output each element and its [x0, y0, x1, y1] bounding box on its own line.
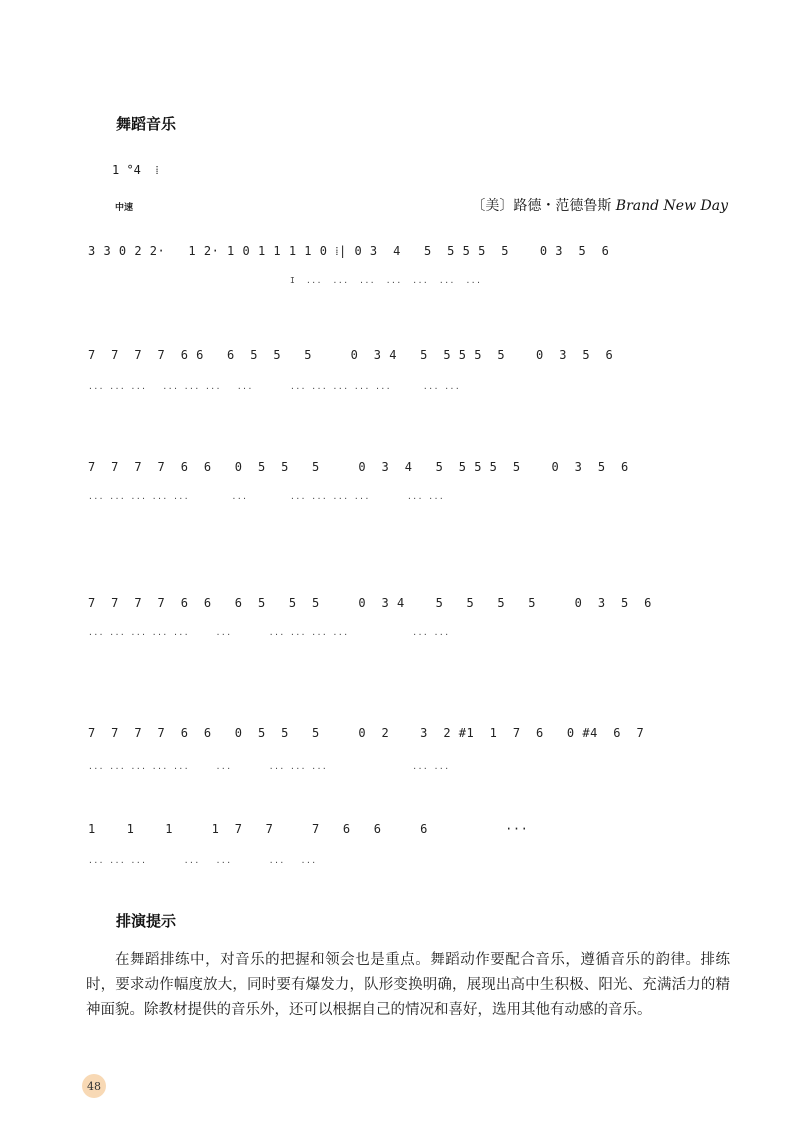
section-title-rehearsal-tips: 排演提示	[116, 912, 177, 930]
score-row-4-lyrics: ... ... ... ... ... ... ... ... ... ... ... ...	[88, 628, 450, 637]
score-row-5-lyrics: ... ... ... ... ... ... ... ... ... ... ...	[88, 762, 450, 771]
score-row-2-notes: 7 7 7 7 6 6 6 5 5 5 0 3 4 5 5 5 5 5 0 3 5 6	[88, 348, 614, 362]
score-row-6-lyrics: ... ... ... ... ... ... ...	[88, 856, 317, 865]
credit-composer: 〔美〕路德・范德鲁斯	[471, 198, 616, 214]
score-row-6-notes: 1 1 1 1 7 7 7 6 6 6 ···	[88, 822, 529, 836]
song-credit	[471, 195, 728, 215]
section-title-dance-music: 舞蹈音乐	[116, 115, 177, 133]
score-row-1-notes: 3 3 0 2 2· 1 2· 1 0 1 1 1 1 0 ⁞| 0 3 4 5 5 5 5 5 0 3 5 6	[88, 244, 610, 258]
score-row-4-notes: 7 7 7 7 6 6 6 5 5 5 0 3 4 5 5 5 5 0 3 5 6	[88, 596, 652, 610]
score-row-2-lyrics: ... ... ... ... ... ... ... ... ... ... ... ... ... ...	[88, 382, 461, 391]
score-row-3-lyrics: ... ... ... ... ... ... ... ... ... ... ... ...	[88, 492, 445, 501]
rehearsal-paragraph: 在舞蹈排练中，对音乐的把握和领会也是重点。舞蹈动作要配合音乐，遵循音乐的韵律。排练时，要求动作幅度放大，同时要有爆发力，队形变换明确，展现出高中生积极、阳光、充满活力的精神面貌。除教材提供的音乐外，还可以根据自己的情况和喜好，选用其他有动感的音乐。	[86, 952, 730, 1018]
score-row-3-notes: 7 7 7 7 6 6 0 5 5 5 0 3 4 5 5 5 5 5 0 3 5 6	[88, 460, 629, 474]
tempo-marking: 中速	[115, 203, 134, 213]
score-row-1-lyrics: I ... ... ... ... ... ... ...	[88, 276, 482, 285]
time-signature: 1 °4 ⁞	[112, 163, 159, 177]
score-row-5-notes: 7 7 7 7 6 6 0 5 5 5 0 2 3 2 #1 1 7 6 0 #4 6 7	[88, 726, 645, 740]
page-number: 48	[82, 1074, 106, 1098]
credit-song-title: Brand New Day	[615, 198, 728, 214]
